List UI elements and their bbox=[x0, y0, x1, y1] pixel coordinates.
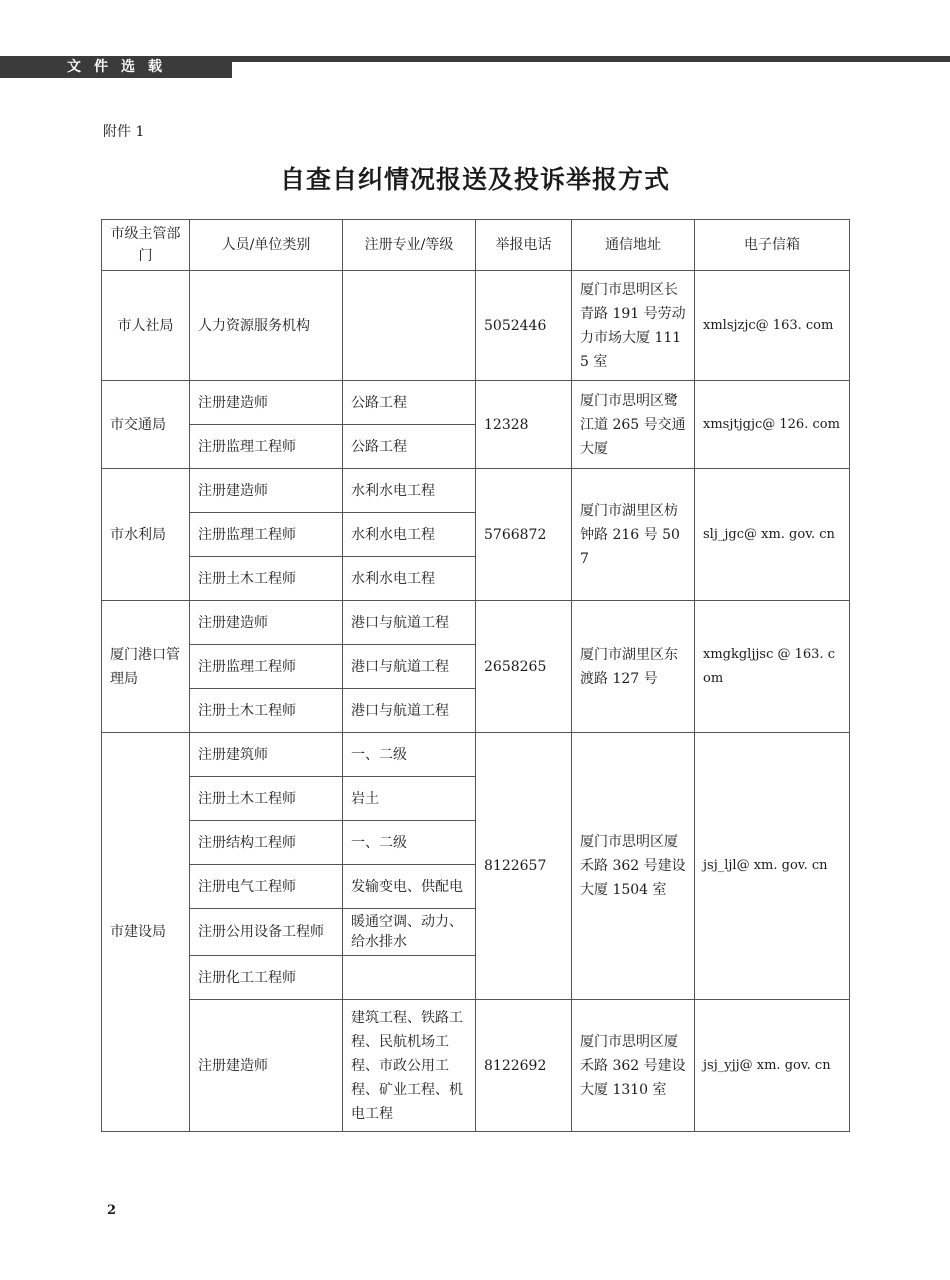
phone-cell: 8122657 bbox=[476, 733, 572, 1000]
phone-cell: 5766872 bbox=[476, 469, 572, 601]
phone-cell: 5052446 bbox=[476, 271, 572, 381]
attachment-label: 附件 1 bbox=[103, 124, 145, 140]
column-header: 注册专业/等级 bbox=[343, 220, 476, 271]
email-cell: xmlsjzjc@ 163. com bbox=[695, 271, 850, 381]
category-cell: 注册建造师 bbox=[190, 469, 343, 513]
category-cell: 注册监理工程师 bbox=[190, 645, 343, 689]
category-cell: 注册建造师 bbox=[190, 1000, 343, 1132]
section-label: 文件选载 bbox=[0, 56, 232, 78]
complaint-contact-table bbox=[101, 219, 850, 1132]
specialty-cell: 港口与航道工程 bbox=[343, 601, 476, 645]
department-cell: 市交通局 bbox=[102, 381, 190, 469]
category-cell: 注册监理工程师 bbox=[190, 425, 343, 469]
specialty-cell: 港口与航道工程 bbox=[343, 645, 476, 689]
email-cell: xmgkgljjsc @ 163. com bbox=[695, 601, 850, 733]
section-header-bar bbox=[0, 56, 950, 78]
table-row bbox=[102, 601, 850, 645]
category-cell: 注册公用设备工程师 bbox=[190, 909, 343, 956]
column-header: 举报电话 bbox=[476, 220, 572, 271]
table-header-row bbox=[102, 220, 850, 271]
column-header: 通信地址 bbox=[572, 220, 695, 271]
table-row bbox=[102, 469, 850, 513]
specialty-cell: 公路工程 bbox=[343, 425, 476, 469]
category-cell: 注册电气工程师 bbox=[190, 865, 343, 909]
address-cell: 厦门市思明区厦禾路 362 号建设大厦 1504 室 bbox=[572, 733, 695, 1000]
address-cell: 厦门市思明区长青路 191 号劳动力市场大厦 1115 室 bbox=[572, 271, 695, 381]
specialty-cell: 一、二级 bbox=[343, 821, 476, 865]
category-cell: 注册土木工程师 bbox=[190, 557, 343, 601]
specialty-cell: 暖通空调、动力、给水排水 bbox=[343, 909, 476, 956]
category-cell: 注册化工工程师 bbox=[190, 956, 343, 1000]
column-header: 人员/单位类别 bbox=[190, 220, 343, 271]
address-cell: 厦门市湖里区东渡路 127 号 bbox=[572, 601, 695, 733]
address-cell: 厦门市思明区厦禾路 362 号建设大厦 1310 室 bbox=[572, 1000, 695, 1132]
specialty-cell: 港口与航道工程 bbox=[343, 689, 476, 733]
specialty-cell: 水利水电工程 bbox=[343, 513, 476, 557]
department-cell: 市人社局 bbox=[102, 271, 190, 381]
page-number: 2 bbox=[107, 1203, 117, 1218]
department-cell: 市建设局 bbox=[102, 733, 190, 1132]
email-cell: jsj_ljl@ xm. gov. cn bbox=[695, 733, 850, 1000]
specialty-cell: 水利水电工程 bbox=[343, 557, 476, 601]
header-rule bbox=[230, 56, 950, 62]
column-header: 市级主管部门 bbox=[102, 220, 190, 271]
table-row bbox=[102, 381, 850, 425]
category-cell: 注册土木工程师 bbox=[190, 689, 343, 733]
column-header: 电子信箱 bbox=[695, 220, 850, 271]
department-cell: 厦门港口管理局 bbox=[102, 601, 190, 733]
category-cell: 注册监理工程师 bbox=[190, 513, 343, 557]
table-row bbox=[102, 271, 850, 381]
table-row bbox=[102, 1000, 850, 1132]
phone-cell: 8122692 bbox=[476, 1000, 572, 1132]
category-cell: 注册土木工程师 bbox=[190, 777, 343, 821]
email-cell: slj_jgc@ xm. gov. cn bbox=[695, 469, 850, 601]
page-title: 自查自纠情况报送及投诉举报方式 bbox=[279, 165, 670, 194]
specialty-cell bbox=[343, 956, 476, 1000]
category-cell: 注册建造师 bbox=[190, 601, 343, 645]
category-cell: 注册结构工程师 bbox=[190, 821, 343, 865]
specialty-cell: 一、二级 bbox=[343, 733, 476, 777]
specialty-cell: 水利水电工程 bbox=[343, 469, 476, 513]
category-cell: 注册建筑师 bbox=[190, 733, 343, 777]
table-row bbox=[102, 733, 850, 777]
specialty-cell: 公路工程 bbox=[343, 381, 476, 425]
department-cell: 市水利局 bbox=[102, 469, 190, 601]
specialty-cell bbox=[343, 271, 476, 381]
category-cell: 人力资源服务机构 bbox=[190, 271, 343, 381]
phone-cell: 12328 bbox=[476, 381, 572, 469]
category-cell: 注册建造师 bbox=[190, 381, 343, 425]
email-cell: jsj_yjj@ xm. gov. cn bbox=[695, 1000, 850, 1132]
specialty-cell: 岩土 bbox=[343, 777, 476, 821]
specialty-cell: 发输变电、供配电 bbox=[343, 865, 476, 909]
specialty-cell: 建筑工程、铁路工程、民航机场工程、市政公用工程、矿业工程、机电工程 bbox=[343, 1000, 476, 1132]
address-cell: 厦门市湖里区枋钟路 216 号 507 bbox=[572, 469, 695, 601]
address-cell: 厦门市思明区鹭江道 265 号交通大厦 bbox=[572, 381, 695, 469]
email-cell: xmsjtjgjc@ 126. com bbox=[695, 381, 850, 469]
phone-cell: 2658265 bbox=[476, 601, 572, 733]
